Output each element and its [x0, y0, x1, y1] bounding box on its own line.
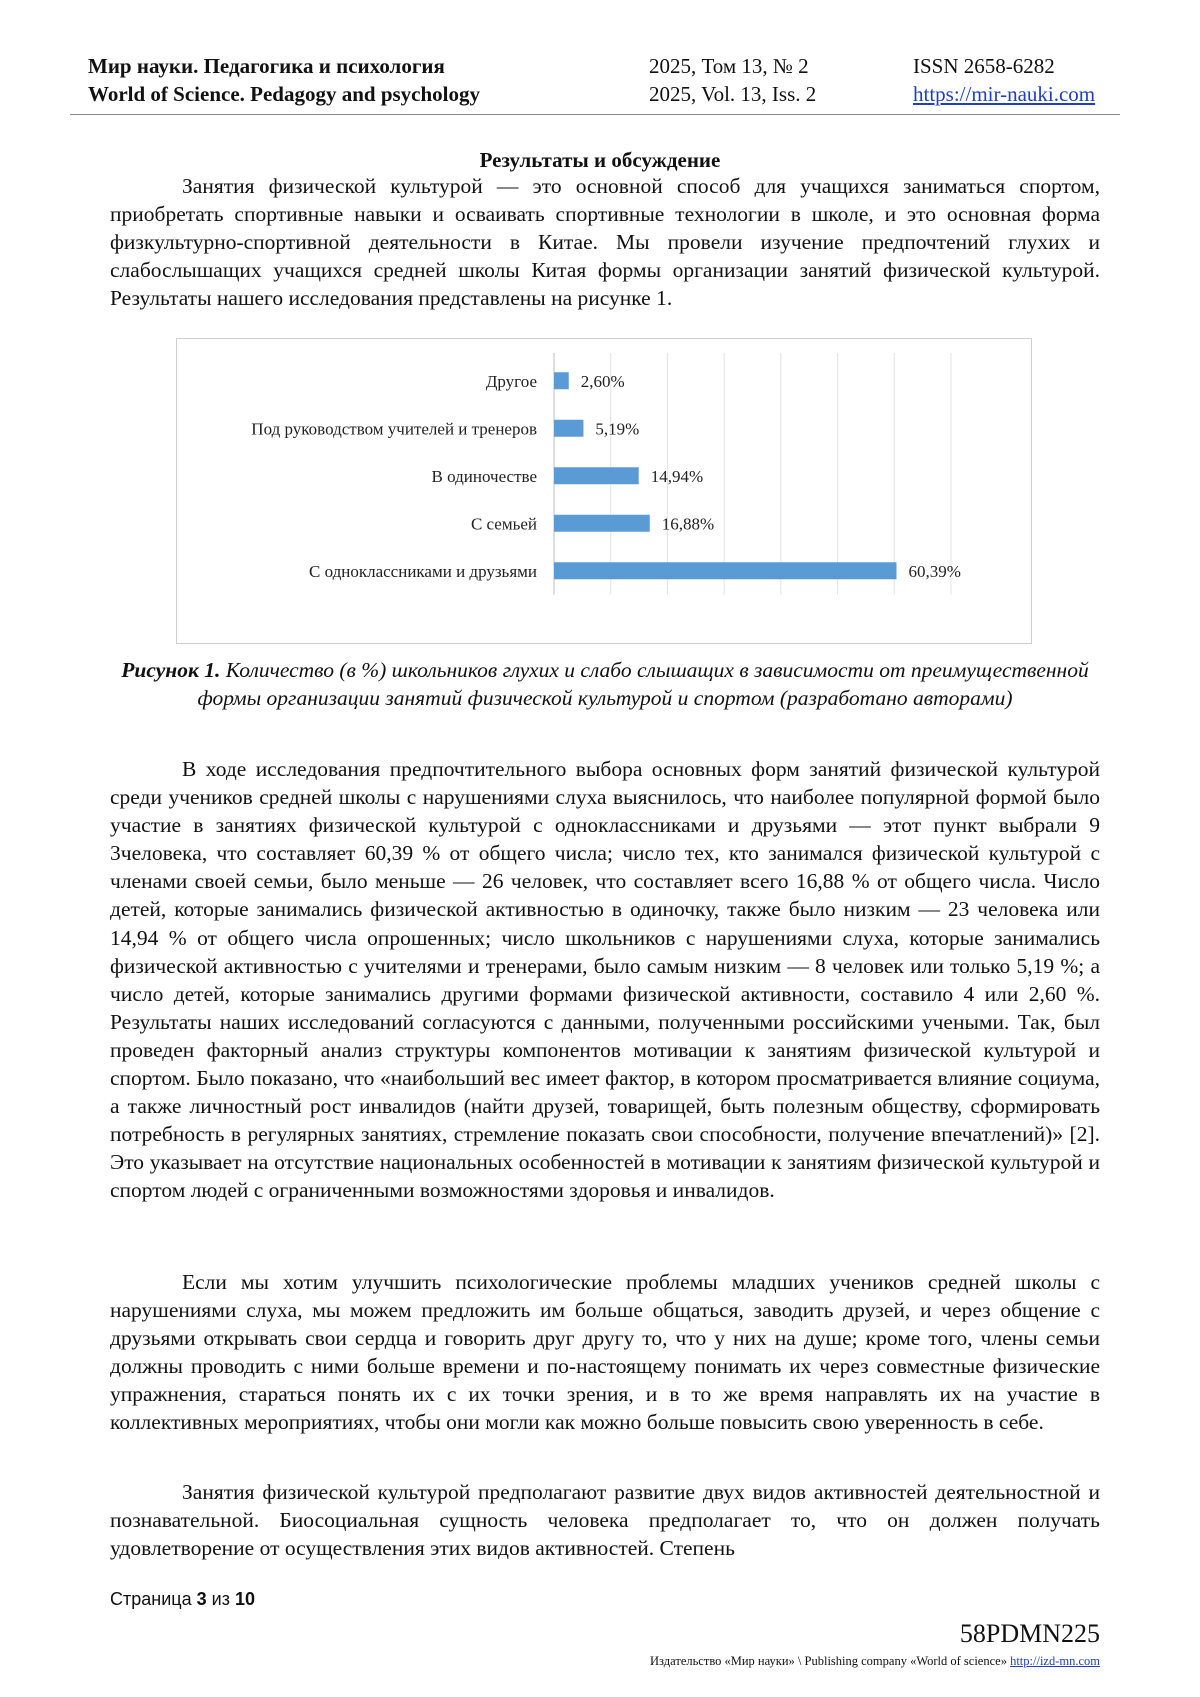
category-label: Другое: [485, 371, 537, 391]
paragraph-3-text: Если мы хотим улучшить психологические проблемы младших учеников средней школы с нарушениями слуха, мы можем предложить им больше общаться, заводить друзей, и через общение с друзьями открывать свои сердца и говорить друг другу то, что у них на душе; кроме того, члены семьи должны проводить с ними больше времени и по-настоящему понимать их через совместные физические упражнения, стараться понять их с их точки зрения, и в то же время направлять их на участие в коллективных мероприятиях, чтобы они могли как можно больше повысить свою уверенность в себе.: [110, 1270, 1100, 1435]
paragraph-3: [110, 1268, 1100, 1437]
data-label: 60,39%: [908, 561, 961, 581]
section-title: Результаты и обсуждение: [479, 148, 721, 172]
page-prefix: Страница: [110, 1589, 192, 1609]
paragraph-4: [110, 1478, 1100, 1562]
paragraph-4-text: Занятия физической культурой предполагают развитие двух видов активностей деятельностной и познавательной. Биосоциальная сущность человека предполагает то, что он должен получать удовлетворение от осуществления этих видов активностей. Степень: [110, 1480, 1100, 1561]
page-total: 10: [234, 1589, 255, 1609]
issue-ru: 2025, Том 13, № 2: [649, 54, 809, 78]
figure-1-chart: [176, 338, 1032, 644]
bar-chart: [177, 339, 1031, 643]
journal-title-en: World of Science. Pedagogy and psychology: [88, 82, 481, 106]
data-label: 14,94%: [650, 466, 704, 486]
publisher-text: Издательство «Мир науки» \ Publishing company «World of science»: [650, 1654, 1007, 1668]
figure-caption: [110, 656, 1100, 712]
paragraph-2-text: В ходе исследования предпочтительного выбора основных форм занятий физической культурой среди учеников средней школы с нарушениями слуха выяснилось, что наиболее популярной формой было участие в занятиях физической культурой с одноклассниками и друзьями — этот пункт выбрали 9 3человека, что составляет 60,39 % от общего числа; число тех, кто занимался физической культурой с членами своей семьи, было меньше — 26 человек, что составляет всего 16,88 % от общего числа. Число детей, которые занимались физической активностью в одиночку, также было низким — 23 человека или 14,94 % от общего числа опрошенных; число школьников с нарушениями слуха, которые занимались физической активностью с учителями и тренерами, было самым низким — 8 человек или только 5,19 %; а число детей, которые занимались другими формами физической активности, составило 4 или 2,60 %. Результаты наших исследований согласуются с данными, полученными российскими учеными. Так, был проведен факторный анализ структуры компонентов мотивации к занятиям физической культурой и спортом. Было показано, что «наибольший вес имеет фактор, в котором просматривается влияние социума, а также личностный рост инвалидов (найти друзей, товарищей, быть полезным обществу, сформировать потребность в регулярных занятиях, стремление показать свои способности, получение впечатлений)» [2]. Это указывает на отсутствие национальных особенностей в мотивации к занятиям физической культурой и спортом людей с ограниченными возможностями здоровья и инвалидов.: [110, 757, 1100, 1203]
journal-url-link[interactable]: https://mir-nauki.com: [913, 82, 1096, 106]
issn: ISSN 2658-6282: [913, 54, 1055, 78]
article-code: 58PDMN225: [959, 1619, 1100, 1648]
figure-caption-text: Количество (в %) школьников глухих и слабо слышащих в зависимости от преимущественной формы организации занятий физической культурой и спортом (разработано авторами): [197, 658, 1089, 710]
page-number: [110, 1589, 255, 1610]
page-current: 3: [196, 1589, 207, 1609]
bar: [554, 515, 650, 532]
paragraph-1: [110, 172, 1100, 312]
publisher-line: [650, 1654, 1100, 1669]
data-label: 16,88%: [661, 514, 715, 534]
category-label: С семьей: [470, 514, 537, 534]
publisher-link[interactable]: http://izd-mn.com: [1010, 1654, 1100, 1668]
bar: [554, 562, 896, 579]
figure-caption-label: Рисунок 1.: [121, 658, 221, 682]
journal-title-ru: Мир науки. Педагогика и психология: [88, 54, 445, 78]
page-mid: из: [211, 1589, 230, 1609]
header-divider: [70, 114, 1120, 115]
data-label: 5,19%: [595, 419, 640, 439]
bar: [554, 372, 569, 389]
paragraph-1-text: Занятия физической культурой — это основной способ для учащихся заниматься спортом, приобретать спортивные навыки и осваивать спортивные технологии в школе, и это основная форма физкультурно-спортивной деятельности в Китае. Мы провели изучение предпочтений глухих и слабослышащих учащихся средней школы Китая формы организации занятий физической культурой. Результаты нашего исследования представлены на рисунке 1.: [110, 174, 1100, 311]
category-label: С одноклассниками и друзьями: [309, 561, 537, 581]
bar: [554, 467, 639, 484]
bar: [554, 420, 583, 437]
journal-header: [88, 52, 1120, 108]
data-label: 2,60%: [580, 371, 625, 391]
category-label: Под руководством учителей и тренеров: [251, 419, 537, 439]
issue-en: 2025, Vol. 13, Iss. 2: [649, 82, 817, 106]
category-label: В одиночестве: [431, 466, 537, 486]
paragraph-2: [110, 755, 1100, 1205]
